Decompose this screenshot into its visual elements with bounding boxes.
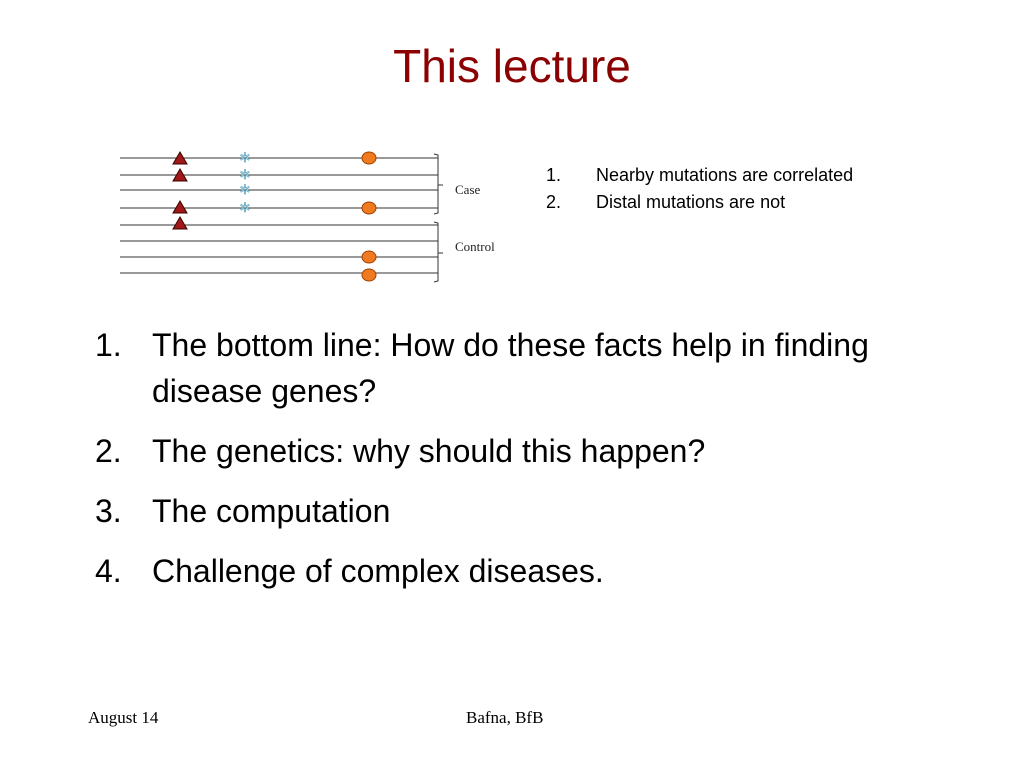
mutation-triangle-4 xyxy=(173,217,187,229)
main-point-number: 2. xyxy=(95,433,122,469)
main-point-number: 3. xyxy=(95,493,122,529)
fact-item xyxy=(546,189,1006,216)
mutation-circle-2 xyxy=(362,202,376,214)
mutation-star-3: ✲ xyxy=(239,182,251,197)
main-point-item xyxy=(95,428,945,474)
main-point-item xyxy=(95,488,945,534)
mutation-star-4: ✲ xyxy=(239,200,251,215)
main-points-list xyxy=(95,322,945,608)
control-label: Control xyxy=(455,239,495,254)
case-label: Case xyxy=(455,182,481,197)
facts-list xyxy=(546,162,1006,216)
mutation-star-2: ✲ xyxy=(239,167,251,182)
main-point-text: The genetics: why should this happen? xyxy=(152,433,706,469)
fact-text: Distal mutations are not xyxy=(596,192,786,212)
main-point-text: The bottom line: How do these facts help in finding disease genes? xyxy=(152,327,869,409)
footer-date: August 14 xyxy=(88,708,159,727)
mutation-triangle-3 xyxy=(173,201,187,213)
slide-title: This lecture xyxy=(393,40,631,92)
main-point-item xyxy=(95,322,945,414)
fact-text: Nearby mutations are correlated xyxy=(596,165,854,185)
fact-number: 2. xyxy=(546,192,562,212)
mutation-circle-3 xyxy=(362,251,376,263)
fact-number: 1. xyxy=(546,165,562,185)
fact-item xyxy=(546,162,1006,189)
mutation-circle-1 xyxy=(362,152,376,164)
footer-author: Bafna, BfB xyxy=(466,708,544,727)
haplotype-diagram xyxy=(110,145,520,290)
case-bracket xyxy=(434,154,438,214)
mutation-circle-4 xyxy=(362,269,376,281)
main-point-item xyxy=(95,548,945,594)
mutation-star-1: ✲ xyxy=(239,150,251,165)
main-point-text: Challenge of complex diseases. xyxy=(152,553,604,589)
main-point-text: The computation xyxy=(152,493,391,529)
main-point-number: 1. xyxy=(95,327,122,363)
haplotype-diagram-svg xyxy=(110,145,520,290)
main-point-number: 4. xyxy=(95,553,122,589)
